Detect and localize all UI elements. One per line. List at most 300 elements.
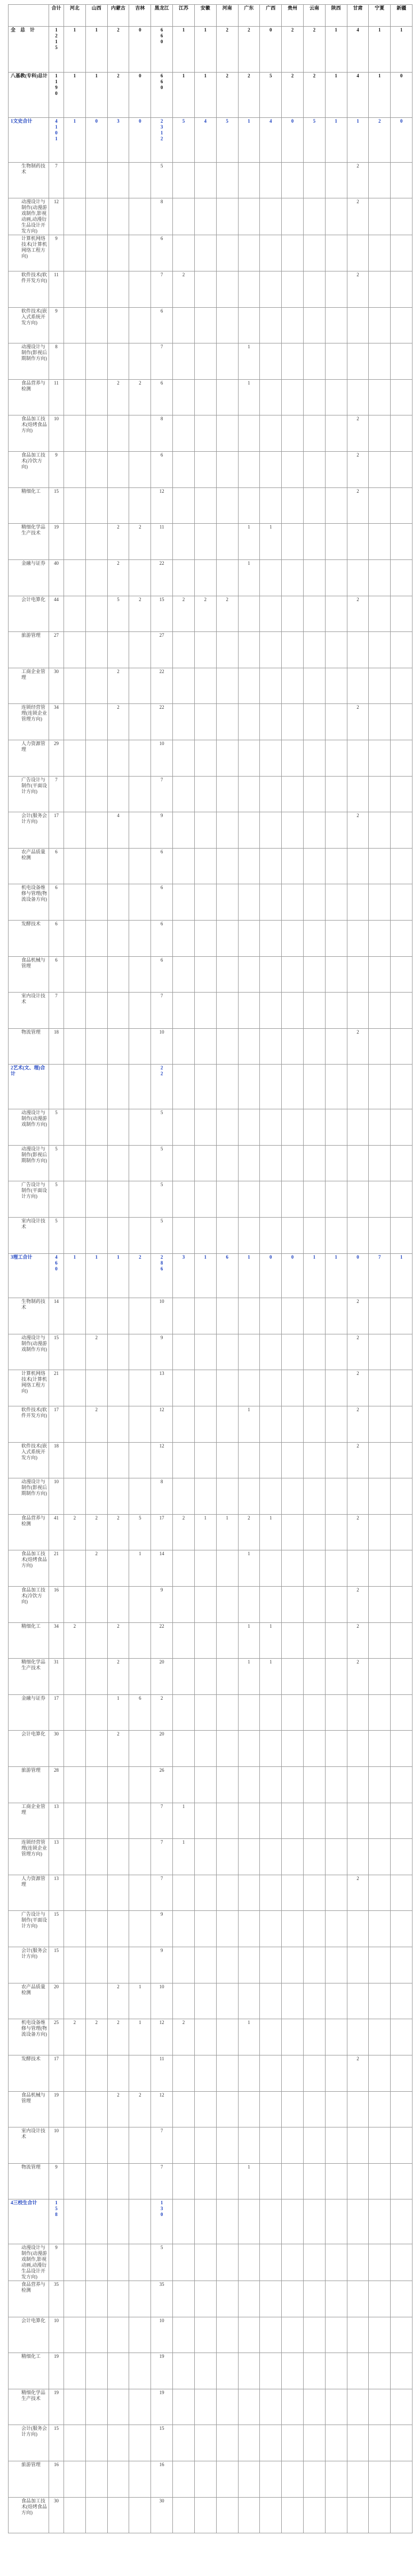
table-cell [49, 118, 64, 163]
table-cell [391, 1550, 413, 1587]
table-cell [85, 632, 107, 668]
table-cell [64, 884, 86, 921]
table-cell [85, 307, 107, 343]
table-cell [194, 1550, 216, 1587]
table-cell: 19 [49, 524, 64, 560]
row-label: 食品营养与检测 [9, 2281, 49, 2317]
row-label: 软件技术(嵌入式系统开发方向) [9, 1442, 49, 1478]
table-cell [325, 1298, 347, 1334]
table-cell [347, 2163, 369, 2199]
table-cell [391, 2353, 413, 2389]
section-row [9, 2199, 413, 2244]
table-cell [107, 848, 129, 884]
table-cell: 21 [49, 1550, 64, 1587]
row-label: 软件技术(嵌入式系统开发方向) [9, 307, 49, 343]
table-cell [129, 415, 151, 452]
table-cell: 12 [151, 1442, 173, 1478]
table-cell [194, 1911, 216, 1947]
table-cell [107, 415, 129, 452]
table-row [9, 2127, 413, 2164]
table-cell: 7 [151, 271, 173, 308]
table-cell [369, 1803, 391, 1839]
table-cell [238, 415, 260, 452]
table-cell: 2 [173, 2019, 195, 2055]
table-cell [282, 2281, 304, 2317]
table-cell [325, 1406, 347, 1442]
table-cell [107, 1145, 129, 1181]
table-cell: 22 [151, 668, 173, 704]
table-cell [129, 776, 151, 812]
table-cell [260, 198, 282, 235]
table-cell [325, 1839, 347, 1875]
table-cell [64, 704, 86, 740]
table-cell [107, 1109, 129, 1146]
table-cell [64, 379, 86, 415]
table-cell [260, 1181, 282, 1218]
table-cell [129, 2163, 151, 2199]
table-cell [303, 343, 325, 380]
table-cell [194, 776, 216, 812]
table-cell [325, 2317, 347, 2353]
table-cell: 1 [64, 27, 86, 73]
digit: 2 [160, 118, 163, 124]
table-cell [325, 1065, 347, 1109]
table-cell [216, 1109, 238, 1146]
table-cell [85, 1478, 107, 1515]
table-cell: 16 [49, 1586, 64, 1622]
table-cell [64, 1065, 86, 1109]
row-label: 生物制药技术 [9, 1298, 49, 1334]
table-cell: 7 [151, 993, 173, 1029]
table-cell: 2 [347, 452, 369, 488]
table-cell [238, 1028, 260, 1065]
table-row [9, 1217, 413, 1253]
column-header: 广西 [260, 5, 282, 27]
table-cell [151, 1253, 173, 1298]
table-cell [64, 1947, 86, 1983]
table-cell [238, 1145, 260, 1181]
section-row [9, 1065, 413, 1109]
table-cell [347, 2281, 369, 2317]
table-cell [107, 235, 129, 271]
table-cell: 2 [303, 27, 325, 73]
column-header: 贵州 [282, 5, 304, 27]
table-cell [282, 704, 304, 740]
table-cell [391, 2244, 413, 2281]
table-cell [194, 2281, 216, 2317]
table-cell [282, 740, 304, 776]
table-cell: 1 [347, 118, 369, 163]
table-cell [194, 1145, 216, 1181]
table-cell [238, 487, 260, 524]
table-cell: 25 [49, 2019, 64, 2055]
table-cell [325, 776, 347, 812]
table-cell [194, 632, 216, 668]
table-cell: 15 [49, 2425, 64, 2461]
table-cell [303, 162, 325, 198]
table-cell [129, 1217, 151, 1253]
table-cell: 2 [64, 1622, 86, 1659]
table-cell [369, 1839, 391, 1875]
table-cell [238, 632, 260, 668]
table-cell: 1 [260, 1659, 282, 1695]
table-cell: 5 [260, 72, 282, 118]
table-cell [260, 1370, 282, 1406]
table-cell [64, 1181, 86, 1218]
table-cell [369, 812, 391, 849]
table-row [9, 2244, 413, 2281]
table-cell: 7 [151, 2163, 173, 2199]
table-cell [282, 2461, 304, 2498]
table-cell [194, 1065, 216, 1109]
table-cell [369, 1983, 391, 2019]
table-cell [282, 1065, 304, 1109]
digit: 1 [55, 27, 58, 33]
table-cell [216, 559, 238, 596]
table-cell: 5 [303, 118, 325, 163]
table-cell: 6 [151, 235, 173, 271]
table-cell: 10 [151, 1028, 173, 1065]
row-label: 全 总 计 [9, 27, 49, 73]
table-cell: 2 [347, 1028, 369, 1065]
table-cell [369, 1217, 391, 1253]
table-cell: 6 [151, 956, 173, 993]
table-cell [260, 1694, 282, 1731]
row-label: 食品加工技术(焙烤食品方向) [9, 415, 49, 452]
row-label: 连锁经营管理(连锁企业管理方向) [9, 704, 49, 740]
table-row [9, 1478, 413, 1515]
table-cell [260, 162, 282, 198]
table-cell [347, 884, 369, 921]
table-row [9, 812, 413, 849]
table-cell [369, 1478, 391, 1515]
table-cell [369, 884, 391, 921]
table-cell: 0 [282, 1253, 304, 1298]
table-cell [282, 668, 304, 704]
table-cell: 1 [85, 27, 107, 73]
table-cell: 9 [49, 235, 64, 271]
table-cell [194, 235, 216, 271]
table-cell [369, 1514, 391, 1550]
table-cell [85, 993, 107, 1029]
table-cell [369, 1550, 391, 1587]
table-cell [85, 559, 107, 596]
row-label: 动漫设计与制作(动漫游戏制作,影视动画,动漫衍生品设计开发方向) [9, 2244, 49, 2281]
table-cell: 34 [49, 704, 64, 740]
table-cell [194, 415, 216, 452]
table-cell [282, 1839, 304, 1875]
table-cell [325, 162, 347, 198]
table-cell: 11 [49, 271, 64, 308]
table-cell [391, 524, 413, 560]
table-cell: 1 [173, 72, 195, 118]
table-cell [282, 2055, 304, 2091]
table-cell [238, 2127, 260, 2164]
table-cell [173, 2199, 195, 2244]
table-cell [303, 2127, 325, 2164]
table-cell [282, 632, 304, 668]
table-cell [303, 2389, 325, 2425]
table-cell [85, 956, 107, 993]
table-cell [107, 2389, 129, 2425]
table-cell: 15 [49, 1334, 64, 1370]
table-cell [282, 271, 304, 308]
table-cell: 4 [347, 72, 369, 118]
table-cell [282, 198, 304, 235]
table-cell [369, 1659, 391, 1695]
table-cell [173, 668, 195, 704]
table-cell [194, 198, 216, 235]
row-label: 室内设计技术 [9, 2127, 49, 2164]
column-header: 云南 [303, 5, 325, 27]
table-cell: 2 [107, 379, 129, 415]
table-cell: 19 [49, 2091, 64, 2127]
table-cell [260, 559, 282, 596]
table-cell: 3 [173, 1253, 195, 1298]
table-cell [369, 379, 391, 415]
table-cell: 1 [173, 27, 195, 73]
table-cell: 1 [238, 118, 260, 163]
table-cell [303, 2317, 325, 2353]
table-cell: 1 [238, 343, 260, 380]
table-cell [260, 379, 282, 415]
table-cell [107, 1767, 129, 1803]
table-cell [391, 1442, 413, 1478]
table-cell [369, 848, 391, 884]
table-cell [194, 343, 216, 380]
table-cell [303, 1370, 325, 1406]
table-cell [173, 1911, 195, 1947]
table-cell [64, 776, 86, 812]
table-cell [369, 596, 391, 632]
table-cell [238, 1767, 260, 1803]
table-cell [107, 1406, 129, 1442]
table-cell [391, 343, 413, 380]
table-cell [238, 1586, 260, 1622]
table-cell: 28 [49, 1767, 64, 1803]
table-cell [85, 1065, 107, 1109]
table-cell [85, 2091, 107, 2127]
table-row [9, 2317, 413, 2353]
table-cell: 0 [129, 27, 151, 73]
row-label: 计算机网络技术(计算机网络工程方向) [9, 235, 49, 271]
table-cell [369, 2091, 391, 2127]
table-cell [260, 1839, 282, 1875]
digit: 0 [160, 84, 163, 90]
table-cell [173, 198, 195, 235]
table-cell [391, 884, 413, 921]
table-cell [238, 271, 260, 308]
table-cell [173, 1694, 195, 1731]
table-cell [238, 1298, 260, 1334]
table-cell [369, 2199, 391, 2244]
table-cell [129, 1442, 151, 1478]
table-cell: 2 [347, 1875, 369, 1911]
table-cell [391, 1298, 413, 1334]
table-cell [85, 2127, 107, 2164]
table-cell [325, 956, 347, 993]
table-cell [260, 2281, 282, 2317]
table-cell [303, 740, 325, 776]
table-cell [216, 487, 238, 524]
table-cell [216, 848, 238, 884]
table-cell: 9 [151, 1947, 173, 1983]
table-cell [369, 2497, 391, 2533]
table-cell [216, 235, 238, 271]
table-cell: 12 [151, 1406, 173, 1442]
table-cell [194, 487, 216, 524]
table-cell: 8 [49, 343, 64, 380]
table-cell [303, 379, 325, 415]
table-cell: 2 [347, 596, 369, 632]
table-cell: 2 [64, 1514, 86, 1550]
column-header: 广东 [238, 5, 260, 27]
table-cell [325, 812, 347, 849]
table-cell [216, 1298, 238, 1334]
table-cell [325, 1217, 347, 1253]
table-cell [64, 632, 86, 668]
table-cell [369, 559, 391, 596]
table-cell [325, 1442, 347, 1478]
table-cell [64, 487, 86, 524]
table-cell [260, 307, 282, 343]
table-cell: 1 [238, 1659, 260, 1695]
table-cell [391, 1875, 413, 1911]
row-label: 会计电算化 [9, 2317, 49, 2353]
table-cell: 1 [173, 1803, 195, 1839]
table-cell [173, 2461, 195, 2498]
table-cell [303, 1334, 325, 1370]
table-row [9, 343, 413, 380]
table-cell: 1 [129, 1983, 151, 2019]
table-cell [325, 2019, 347, 2055]
table-cell [369, 2317, 391, 2353]
table-row [9, 1514, 413, 1550]
table-cell [325, 2281, 347, 2317]
table-cell [282, 379, 304, 415]
table-cell [260, 1550, 282, 1587]
table-cell [369, 993, 391, 1029]
table-cell [282, 1145, 304, 1181]
table-cell [260, 993, 282, 1029]
row-label: 室内设计技术 [9, 1217, 49, 1253]
table-cell [64, 162, 86, 198]
row-label: 食品营养与检测 [9, 379, 49, 415]
table-cell: 0 [129, 118, 151, 163]
table-cell [107, 1442, 129, 1478]
table-row [9, 2055, 413, 2091]
table-cell [129, 235, 151, 271]
table-cell [347, 2019, 369, 2055]
row-label: 农产品质量检测 [9, 848, 49, 884]
digit: 4 [55, 1254, 58, 1260]
table-cell [260, 1947, 282, 1983]
table-cell [369, 1109, 391, 1146]
column-header: 合计 [49, 5, 64, 27]
table-cell [194, 1217, 216, 1253]
table-cell [238, 2244, 260, 2281]
table-cell [64, 993, 86, 1029]
table-cell [282, 1298, 304, 1334]
table-cell [347, 1145, 369, 1181]
table-cell [238, 668, 260, 704]
table-cell [107, 198, 129, 235]
table-cell [194, 1406, 216, 1442]
table-cell [194, 1694, 216, 1731]
table-cell: 7 [151, 1839, 173, 1875]
row-label: 3理工合计 [9, 1253, 49, 1298]
table-cell [282, 2497, 304, 2533]
table-cell [347, 956, 369, 993]
digit: 5 [55, 45, 58, 50]
column-header: 宁夏 [369, 5, 391, 27]
table-cell: 1 [238, 1406, 260, 1442]
table-cell [64, 1586, 86, 1622]
table-cell [303, 2199, 325, 2244]
table-cell [85, 1839, 107, 1875]
table-cell [85, 921, 107, 957]
table-cell [194, 1478, 216, 1515]
table-cell [325, 1622, 347, 1659]
table-cell [325, 559, 347, 596]
table-cell [238, 162, 260, 198]
column-header: 吉林 [129, 5, 151, 27]
table-cell [173, 1731, 195, 1767]
table-cell [129, 1911, 151, 1947]
table-cell [64, 1767, 86, 1803]
table-cell [325, 235, 347, 271]
table-cell [194, 1622, 216, 1659]
table-cell [369, 452, 391, 488]
table-cell [173, 343, 195, 380]
table-cell [260, 2425, 282, 2461]
table-cell [260, 2127, 282, 2164]
table-cell: 6 [151, 307, 173, 343]
row-label: 精细化工 [9, 487, 49, 524]
table-cell [391, 415, 413, 452]
table-cell: 0 [391, 72, 413, 118]
table-cell [391, 812, 413, 849]
table-row [9, 704, 413, 740]
table-cell: 21 [49, 1370, 64, 1406]
table-cell [85, 1659, 107, 1695]
table-row [9, 559, 413, 596]
table-cell [64, 2497, 86, 2533]
table-cell: 30 [151, 2497, 173, 2533]
table-row [9, 1334, 413, 1370]
table-row [9, 1109, 413, 1146]
table-cell: 0 [391, 118, 413, 163]
table-cell [369, 307, 391, 343]
enrollment-plan-table [8, 4, 413, 2533]
table-cell [260, 2317, 282, 2353]
table-cell [194, 1767, 216, 1803]
table-cell [303, 2425, 325, 2461]
table-cell: 2 [347, 1334, 369, 1370]
table-cell [194, 2019, 216, 2055]
table-cell [64, 1370, 86, 1406]
table-cell [85, 1947, 107, 1983]
table-cell [303, 1622, 325, 1659]
digit: 6 [55, 1260, 58, 1266]
table-cell [282, 1442, 304, 1478]
row-label: 室内设计技术 [9, 993, 49, 1029]
row-label: 1文史合计 [9, 118, 49, 163]
table-cell [216, 956, 238, 993]
table-cell [194, 162, 216, 198]
table-cell [216, 921, 238, 957]
table-header-row [9, 5, 413, 27]
